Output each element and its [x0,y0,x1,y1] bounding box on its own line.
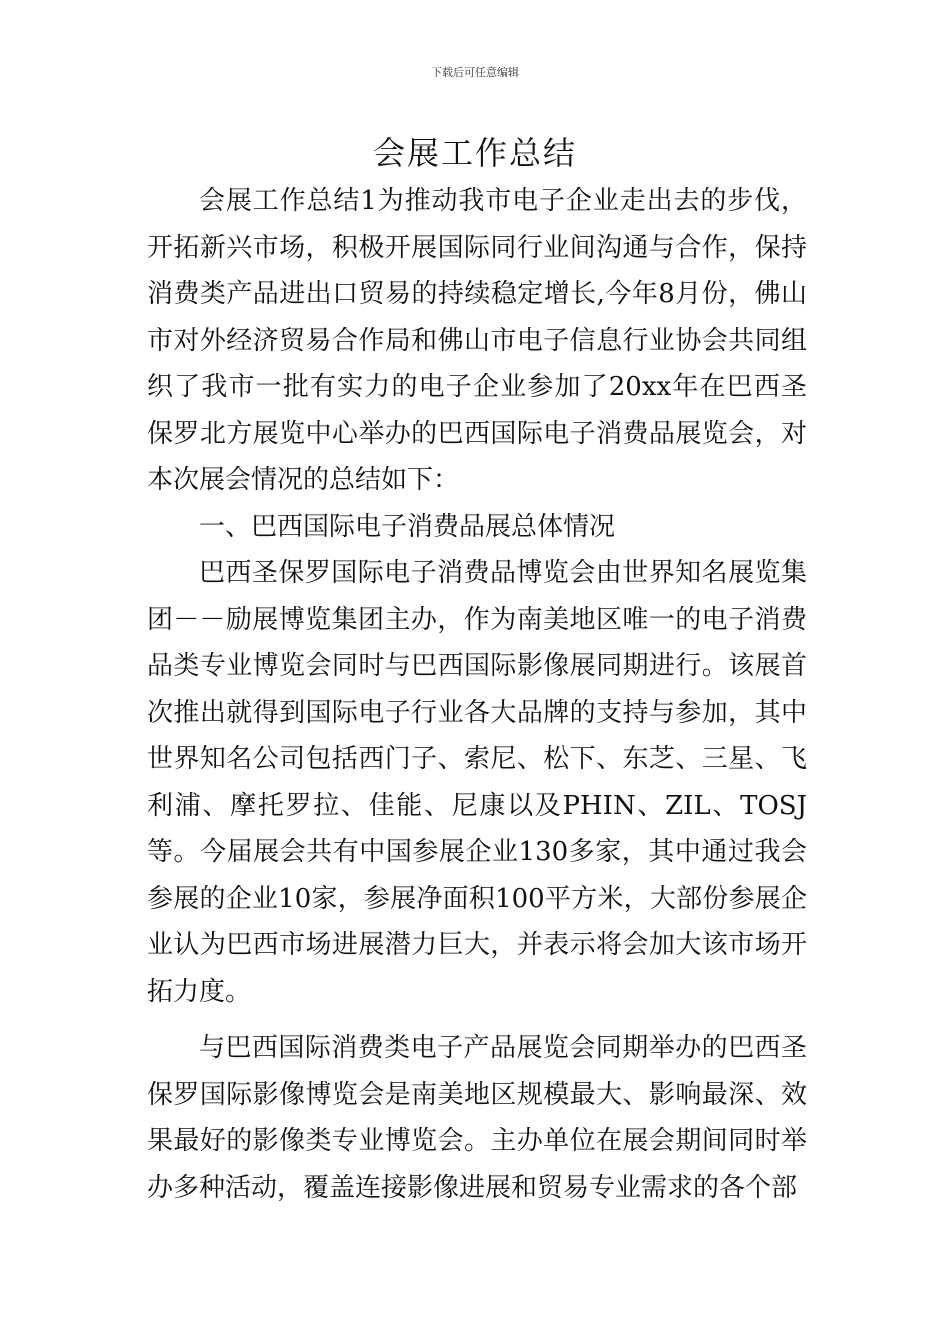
header-note: 下载后可任意编辑 [431,66,519,79]
paragraph-intro: 会展工作总结1为推动我市电子企业走出去的步伐，开拓新兴市场，积极开展国际同行业间沟通与合作，保持消费类产品进出口贸易的持续稳定增长,今年8月份，佛山市对外经济贸易合作局和佛山市电子信息行业协会共同组织了我市一批有实力的电子企业参加了20xx年在巴西圣保罗北方展览中心举办的巴西国际电子消费品展览会，对本次展会情况的总结如下： [147,186,807,495]
paragraph-overview: 巴西圣保罗国际电子消费品博览会由世界知名展览集团－－励展博览集团主办，作为南美地区唯一的电子消费品类专业博览会同时与巴西国际影像展同期进行。该展首次推出就得到国际电子行业各大品牌的支持与参加，其中世界知名公司包括西门子、索尼、松下、东芝、三星、飞利浦、摩托罗拉、佳能、尼康以及PHIN、ZIL、TOSJ等。今届展会共有中国参展企业130多家，其中通过我会参展的企业10家，参展净面积100平方米，大部份参展企业认为巴西市场进展潜力巨大，并表示将会加大该市场开拓力度。 [147,558,807,1007]
document-title: 会展工作总结 [372,134,577,172]
section-heading: 一、巴西国际电子消费品展总体情况 [199,511,616,542]
document-body [147,178,807,1211]
paragraph-concurrent-expo: 与巴西国际消费类电子产品展览会同期举办的巴西圣保罗国际影像博览会是南美地区规模最大、影响最深、效果最好的影像类专业博览会。主办单位在展会期间同时举办多种活动，覆盖连接影像进展和贸易专业需求的各个部 [147,1033,807,1203]
